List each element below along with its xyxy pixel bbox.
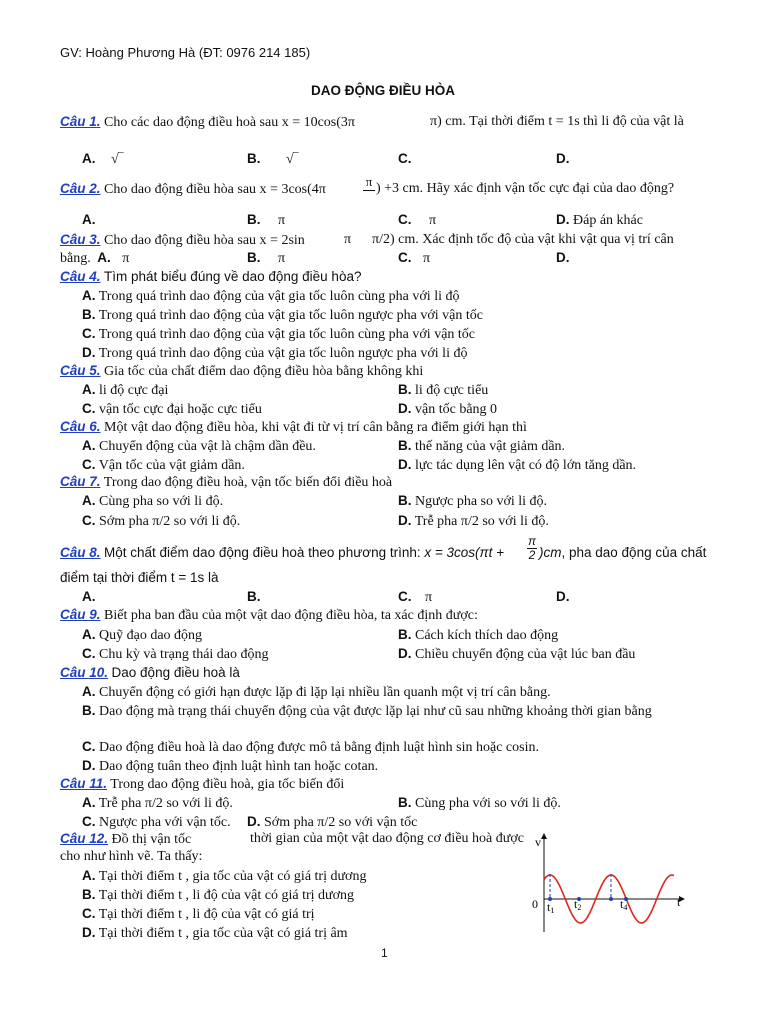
question-text: Cho dao động điều hòa sau x = 3cos(4π bbox=[104, 182, 326, 197]
question-4 bbox=[60, 269, 361, 286]
option-letter: C. bbox=[398, 589, 412, 604]
question-text: Trong dao động điều hoà, vận tốc biến đổi điều hoà bbox=[103, 475, 393, 490]
option-letter: A. bbox=[82, 589, 96, 604]
option-letter: A. bbox=[82, 438, 96, 453]
question-text: Cho các dao động điều hoà sau x = 10cos(3π bbox=[104, 115, 355, 130]
option-text: Chiều chuyển động của vật lúc ban đầu bbox=[415, 647, 636, 662]
question-label: Câu 4. bbox=[60, 269, 101, 284]
page-title: DAO ĐỘNG ĐIỀU HÒA bbox=[311, 83, 456, 98]
option-letter: A. bbox=[82, 288, 96, 303]
q1-option-b bbox=[247, 151, 298, 168]
option-text: Ngược pha với vận tốc. bbox=[99, 815, 231, 830]
q4-option-c bbox=[82, 326, 475, 343]
origin-label: 0 bbox=[532, 897, 538, 911]
option-letter: A. bbox=[82, 868, 96, 883]
option-letter: D. bbox=[556, 250, 570, 265]
q10-option-a bbox=[82, 684, 551, 701]
option-letter: C. bbox=[82, 457, 96, 472]
q10-option-c bbox=[82, 739, 539, 756]
t3-point bbox=[609, 897, 613, 901]
q11-option-c bbox=[82, 814, 231, 831]
question-text: Dao động điều hoà là bbox=[111, 665, 240, 680]
question-1-text-cont: π) cm. Tại thời điểm t = 1s thì li độ của vật là bbox=[430, 114, 684, 129]
fraction-numerator: π bbox=[365, 174, 373, 189]
q12-option-c bbox=[82, 906, 315, 923]
option-letter: C. bbox=[82, 906, 96, 921]
option-letter: C. bbox=[82, 646, 96, 661]
question-8 bbox=[60, 545, 504, 562]
q1-option-d bbox=[556, 151, 570, 168]
q5-option-a bbox=[82, 382, 168, 399]
q8-option-b bbox=[247, 589, 261, 606]
option-text: Chuyển động có giới hạn được lặp đi lặp lại nhiều lần quanh một vị trí cân bằng. bbox=[99, 685, 551, 700]
q2-fraction bbox=[362, 174, 376, 199]
option-text: Cách kích thích dao động bbox=[415, 628, 559, 643]
fraction-numerator: π bbox=[527, 534, 537, 548]
q8-option-a bbox=[82, 589, 96, 606]
question-text: Cho dao động điều hòa sau x = 2sin bbox=[104, 233, 305, 248]
option-letter: C. bbox=[398, 151, 412, 166]
option-text: li độ cực đại bbox=[99, 383, 169, 398]
question-label: Câu 2. bbox=[60, 181, 101, 196]
axis-label-t: t bbox=[677, 895, 681, 909]
q9-option-a bbox=[82, 627, 202, 644]
option-letter: C. bbox=[398, 212, 412, 227]
option-text: π bbox=[278, 213, 286, 228]
question-3 bbox=[60, 232, 305, 249]
option-text: Sớm pha π/2 so với li độ. bbox=[99, 514, 241, 529]
option-letter: A. bbox=[82, 493, 96, 508]
option-text: π bbox=[278, 251, 286, 266]
q10-option-b bbox=[82, 703, 652, 720]
question-text: bằng. bbox=[60, 251, 91, 266]
option-letter: D. bbox=[556, 212, 570, 227]
q9-option-d bbox=[398, 646, 635, 663]
option-text: Cùng pha so với li độ. bbox=[99, 494, 224, 509]
q11-option-d bbox=[247, 814, 417, 831]
q7-option-d bbox=[398, 513, 549, 530]
page-header: GV: Hoàng Phương Hà (ĐT: 0976 214 185) bbox=[60, 45, 311, 60]
option-letter: A. bbox=[82, 382, 96, 397]
option-text: vận tốc bằng 0 bbox=[415, 402, 498, 417]
question-label: Câu 12. bbox=[60, 831, 109, 846]
fraction-bar bbox=[363, 190, 375, 199]
question-11 bbox=[60, 776, 344, 793]
question-label: Câu 5. bbox=[60, 363, 101, 378]
question-6 bbox=[60, 419, 527, 436]
option-letter: B. bbox=[398, 382, 412, 397]
option-text: thế năng của vật giảm dần. bbox=[415, 439, 566, 454]
question-label: Câu 7. bbox=[60, 474, 101, 489]
q12-option-d bbox=[82, 925, 348, 942]
question-label: Câu 11. bbox=[60, 776, 108, 791]
option-text: Tại thời điểm t , li độ của vật có giá trị bbox=[98, 907, 315, 922]
option-letter: D. bbox=[556, 151, 570, 166]
question-5 bbox=[60, 363, 423, 380]
q1-option-a bbox=[82, 151, 123, 168]
option-text: Chu kỳ và trạng thái dao động bbox=[99, 647, 269, 662]
q5-option-c bbox=[82, 401, 262, 418]
page-number: 1 bbox=[381, 946, 388, 960]
q3-option-c bbox=[398, 250, 430, 267]
q9-option-b bbox=[398, 627, 558, 644]
question-text: Một vật dao động điều hòa, khi vật đi từ vị trí cân bằng ra điểm giới hạn thì bbox=[104, 420, 527, 435]
q12-option-b bbox=[82, 887, 354, 904]
question-12-text-cont: thời gian của một vật dao động cơ điều hoà được bbox=[250, 831, 524, 846]
equation-prefix: x = 3cos(πt + bbox=[424, 545, 504, 560]
option-text: vận tốc cực đại hoặc cực tiểu bbox=[99, 402, 262, 417]
option-letter: A. bbox=[82, 684, 96, 699]
option-letter: B. bbox=[398, 795, 412, 810]
option-text: π bbox=[425, 590, 433, 605]
option-text: Trong quá trình dao động của vật gia tốc luôn cùng pha với vận tốc bbox=[98, 327, 476, 342]
option-letter: C. bbox=[82, 814, 96, 829]
question-text: , pha dao động của chất bbox=[561, 545, 707, 560]
q3-option-b bbox=[247, 250, 285, 267]
option-text: Trễ pha π/2 so với li độ. bbox=[414, 514, 549, 529]
t1-label: t1 bbox=[547, 900, 555, 915]
option-text: Trong quá trình dao động của vật gia tốc luôn ngược pha với li độ bbox=[98, 346, 468, 361]
option-text: Trong quá trình dao động của vật gia tốc luôn ngược pha với vận tốc bbox=[98, 308, 483, 323]
option-text: Cùng pha với so với li độ. bbox=[415, 796, 561, 811]
q2-option-a bbox=[82, 212, 96, 229]
question-9 bbox=[60, 607, 478, 624]
question-label: Câu 6. bbox=[60, 419, 101, 434]
option-letter: B. bbox=[398, 627, 412, 642]
option-text: Dao động tuân theo định luật hình tan hoặc cotan. bbox=[99, 759, 379, 774]
question-text: Đồ thị vận tốc bbox=[111, 832, 192, 847]
question-text: Tìm phát biểu đúng về dao động điều hòa? bbox=[104, 269, 362, 284]
option-letter: A. bbox=[82, 151, 96, 166]
question-2 bbox=[60, 181, 326, 198]
option-text: π bbox=[122, 251, 130, 266]
q5-option-b bbox=[398, 382, 488, 399]
question-12 bbox=[60, 831, 191, 848]
option-letter: C. bbox=[398, 250, 412, 265]
question-label: Câu 10. bbox=[60, 665, 109, 680]
q4-option-a bbox=[82, 288, 459, 305]
option-letter: B. bbox=[82, 703, 96, 718]
q5-option-d bbox=[398, 401, 497, 418]
q9-option-c bbox=[82, 646, 269, 663]
option-letter: C. bbox=[82, 739, 96, 754]
t4-point bbox=[624, 897, 628, 901]
q8-fraction bbox=[525, 535, 539, 562]
option-letter: D. bbox=[82, 925, 96, 940]
option-letter: D. bbox=[398, 513, 412, 528]
q8-option-d bbox=[556, 589, 570, 606]
option-text: Dao động điều hoà là dao động được mô tả bằng định luật hình sin hoặc cosin. bbox=[99, 740, 539, 755]
q12-option-a bbox=[82, 868, 366, 885]
option-letter: D. bbox=[398, 401, 412, 416]
question-1 bbox=[60, 114, 355, 131]
option-text: Trễ pha π/2 so với li độ. bbox=[98, 796, 233, 811]
option-letter: D. bbox=[398, 646, 412, 661]
option-letter: B. bbox=[82, 887, 96, 902]
question-text: Biết pha ban đầu của một vật dao động điều hòa, ta xác định được: bbox=[104, 608, 478, 623]
question-3-line-2 bbox=[60, 250, 129, 267]
option-letter: A. bbox=[82, 795, 96, 810]
question-text: Trong dao động điều hoà, gia tốc biến đổi bbox=[110, 777, 345, 792]
option-letter: B. bbox=[398, 493, 412, 508]
option-letter: C. bbox=[82, 513, 96, 528]
option-text: π bbox=[429, 213, 437, 228]
fraction-denominator: 2 bbox=[528, 548, 536, 562]
q2-option-b bbox=[247, 212, 285, 229]
option-letter: A. bbox=[97, 250, 111, 265]
question-12-line-2: cho như hình vẽ. Ta thấy: bbox=[60, 849, 203, 864]
option-text: √‾ bbox=[111, 152, 124, 167]
question-10 bbox=[60, 665, 240, 682]
option-letter: B. bbox=[247, 151, 261, 166]
q2-option-d bbox=[556, 212, 643, 229]
option-letter: A. bbox=[82, 212, 96, 227]
equation-suffix: )cm bbox=[539, 545, 562, 560]
option-letter: D. bbox=[556, 589, 570, 604]
option-letter: A. bbox=[82, 627, 96, 642]
option-text: Dao động mà trạng thái chuyển động của vật được lặp lại như cũ sau những khoảng thời gian bằng bbox=[99, 704, 652, 719]
q11-option-b bbox=[398, 795, 561, 812]
question-8-text-cont bbox=[539, 545, 706, 560]
option-letter: B. bbox=[247, 250, 261, 265]
option-letter: B. bbox=[82, 307, 96, 322]
option-letter: D. bbox=[398, 457, 412, 472]
question-2-text-cont: ) +3 cm. Hãy xác định vận tốc cực đại của dao động? bbox=[376, 181, 675, 196]
q7-option-b bbox=[398, 493, 547, 510]
option-letter: B. bbox=[247, 212, 261, 227]
question-label: Câu 9. bbox=[60, 607, 101, 622]
option-text: Ngược pha so với li độ. bbox=[415, 494, 548, 509]
option-letter: B. bbox=[398, 438, 412, 453]
option-text: Tại thời điểm t , gia tốc của vật có giá trị âm bbox=[98, 926, 348, 941]
question-3-text-cont: π/2) cm. Xác định tốc độ của vật khi vật qua vị trí cân bbox=[372, 232, 674, 247]
question-label: Câu 1. bbox=[60, 114, 101, 129]
q11-option-a bbox=[82, 795, 233, 812]
question-label: Câu 3. bbox=[60, 232, 101, 247]
q6-option-b bbox=[398, 438, 565, 455]
option-text: Sớm pha π/2 so với vận tốc bbox=[264, 815, 418, 830]
q6-option-c bbox=[82, 457, 245, 474]
velocity-time-graph bbox=[520, 828, 700, 940]
q4-option-d bbox=[82, 345, 467, 362]
q2-option-c bbox=[398, 212, 436, 229]
option-letter: D. bbox=[82, 345, 96, 360]
q6-option-d bbox=[398, 457, 636, 474]
option-letter: D. bbox=[82, 758, 96, 773]
t4-label: t4 bbox=[620, 897, 628, 912]
q7-option-a bbox=[82, 493, 223, 510]
option-text: Chuyển động của vật là chậm dần đều. bbox=[99, 439, 316, 454]
option-letter: C. bbox=[82, 326, 96, 341]
question-label: Câu 8. bbox=[60, 545, 101, 560]
option-text: Trong quá trình dao động của vật gia tốc luôn cùng pha với li độ bbox=[98, 289, 460, 304]
option-letter: B. bbox=[247, 589, 261, 604]
option-text: Tại thời điểm t , gia tốc của vật có giá trị dương bbox=[98, 869, 367, 884]
q1-option-c bbox=[398, 151, 412, 168]
option-text: Vận tốc của vật giảm dần. bbox=[98, 458, 245, 473]
option-letter: C. bbox=[82, 401, 96, 416]
t2-label: t2 bbox=[574, 897, 582, 912]
q7-option-c bbox=[82, 513, 240, 530]
option-text: li độ cực tiểu bbox=[415, 383, 489, 398]
q10-option-d bbox=[82, 758, 378, 775]
option-text: Tại thời điểm t , li độ của vật có giá trị dương bbox=[98, 888, 355, 903]
q3-option-d bbox=[556, 250, 570, 267]
option-text: lực tác dụng lên vật có độ lớn tăng dần. bbox=[415, 458, 637, 473]
q6-option-a bbox=[82, 438, 316, 455]
question-7 bbox=[60, 474, 392, 491]
question-text: Một chất điểm dao động điều hoà theo phương trình: bbox=[104, 545, 425, 560]
q8-option-c bbox=[398, 589, 432, 606]
question-text: Gia tốc của chất điểm dao động điều hòa bằng không khi bbox=[104, 364, 424, 379]
option-letter: D. bbox=[247, 814, 261, 829]
t2-point bbox=[577, 897, 581, 901]
q4-option-b bbox=[82, 307, 483, 324]
option-text: Quỹ đạo dao động bbox=[99, 628, 203, 643]
option-text: √‾ bbox=[286, 152, 299, 167]
axis-label-v: v bbox=[535, 835, 541, 849]
question-3-text-mid: π bbox=[344, 232, 352, 247]
option-text: π bbox=[423, 251, 431, 266]
question-8-line-2: điểm tại thời điểm t = 1s là bbox=[60, 570, 219, 585]
option-text: Đáp án khác bbox=[573, 213, 643, 228]
